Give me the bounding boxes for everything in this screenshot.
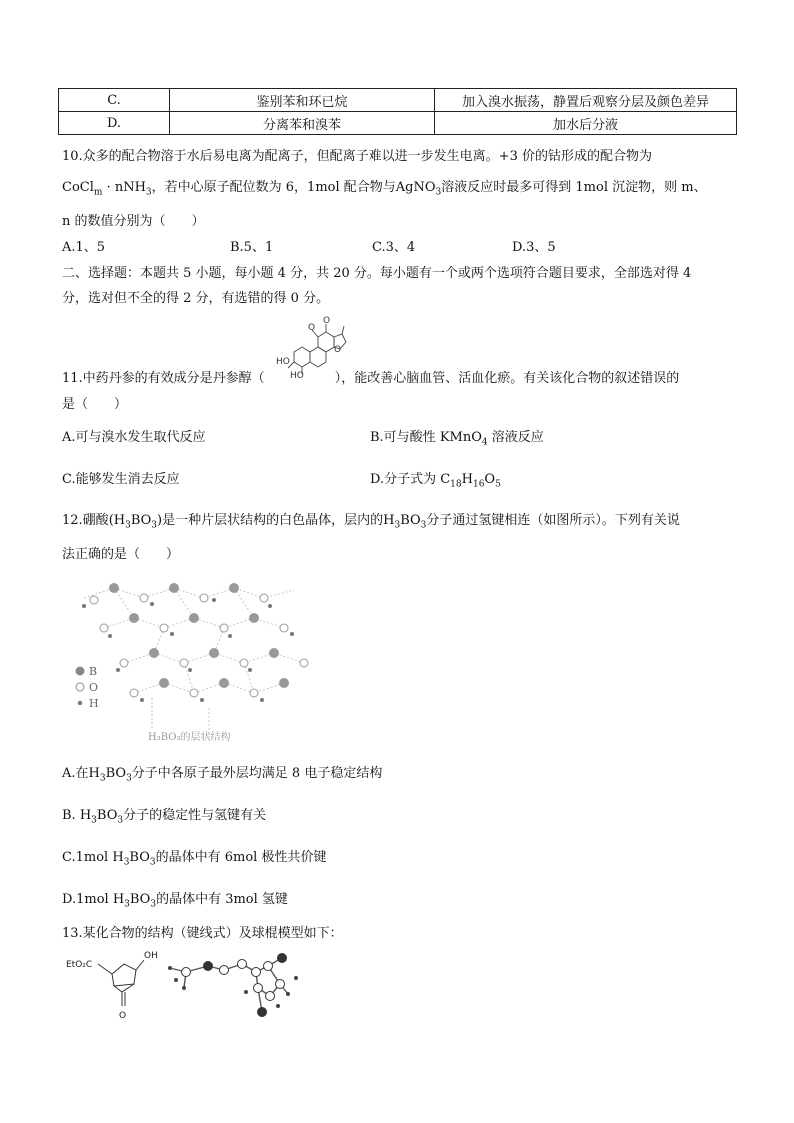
oxygen-legend-marker	[76, 683, 84, 691]
ho-label: HO	[276, 357, 290, 367]
q12-option-d: D.1mol $H_3BO_3$的晶体中有 3mol 氢键	[62, 892, 288, 910]
legend-o: O	[89, 681, 99, 694]
boron-legend-marker	[76, 667, 85, 676]
q11-option-a: A.可与溴水发生取代反应	[62, 430, 206, 445]
options-table	[58, 88, 737, 135]
q11-option-c: C.能够发生消去反应	[62, 472, 180, 487]
q11-option-b: B.可与酸性 KMnO$_4$ 溶液反应	[370, 430, 544, 448]
row-method: 加入溴水振荡，静置后观察分层及颜色差异	[435, 89, 737, 112]
table-row	[59, 89, 737, 112]
formula-cocl: CoCl$_m$ · nNH$_3$	[62, 180, 152, 198]
row-label: C.	[59, 89, 170, 112]
legend-h: H	[89, 697, 99, 710]
q10-option-c: C.3、4	[372, 240, 416, 255]
q11-stem-line1: 11.中药丹参的有效成分是丹参醇（ ），能改善心脑血管、活血化瘀。有关该化合物的叙述错误的	[62, 371, 680, 386]
row-label: D.	[59, 112, 170, 135]
q13-stem: 13.某化合物的结构（键线式）及球棍模型如下：	[62, 926, 343, 941]
section2-line1: 二、选择题：本题共 5 小题，每小题 4 分，共 20 分。每小题有一个或两个选项符合题目要求，全部选对得 4	[62, 266, 692, 281]
q10-option-d: D.3、5	[512, 240, 556, 255]
ho-label: HO	[290, 371, 304, 380]
q12-stem-line1: 12.硼酸$(H_3BO_3)$是一种片层状结构的白色晶体，层内的$H_3BO_3$分子通过氢键相连（如图所示）。下列有关说	[62, 513, 680, 531]
svg-text:O: O	[323, 316, 331, 326]
figure-caption: H₃BO₃的层状结构	[148, 732, 231, 743]
legend-b: B	[89, 665, 98, 678]
q10-option-b: B.5、1	[230, 240, 274, 255]
ester-label: EtO₂C	[66, 960, 93, 970]
q12-option-c: C.1mol $H_3BO_3$的晶体中有 6mol 极性共价键	[62, 850, 327, 868]
svg-text:O: O	[334, 345, 342, 355]
section2-line2: 分，选对但不全的得 2 分，有选错的得 0 分。	[62, 291, 330, 306]
q10-stem-line3: n 的数值分别为（ ）	[62, 214, 205, 229]
boric-acid-layer-figure	[64, 568, 314, 748]
q12-option-a: A.在$H_3BO_3$分子中各原子最外层均满足 8 电子稳定结构	[62, 766, 383, 784]
oh-label: OH	[144, 951, 158, 961]
q11-option-d: D.分子式为 $C_{18}H_{16}O_5$	[370, 472, 501, 490]
skeletal-formula-image	[64, 944, 164, 1024]
q10-stem-line1: 10.众多的配合物溶于水后易电离为配离子，但配离子难以进一步发生电离。+3 价的钴形成的配合物为	[62, 149, 652, 164]
row-method: 加水后分液	[435, 112, 737, 135]
q10-stem-line2: CoCl$_m$ · nNH$_3$，若中心原子配位数为 6，1mol 配合物与AgNO$_3$溶液反应时最多可得到 1mol 沉淀物，则 m、	[62, 180, 707, 198]
formula-agno3: AgNO$_3$	[395, 180, 442, 198]
q12-stem-line2: 法正确的是（ ）	[62, 547, 180, 562]
hydrogen-legend-marker	[78, 701, 82, 705]
ball-and-stick-model-image	[158, 944, 318, 1024]
q11-stem-line2: 是（ ）	[62, 397, 128, 412]
row-content: 分离苯和溴苯	[170, 112, 435, 135]
svg-text:O: O	[308, 323, 316, 333]
q12-option-b: B. $H_3BO_3$分子的稳定性与氢键有关	[62, 808, 267, 826]
table-row	[59, 112, 737, 135]
ketone-o-label: O	[119, 1011, 127, 1021]
q10-option-a: A.1、5	[62, 240, 106, 255]
row-content: 鉴别苯和环已烷	[170, 89, 435, 112]
